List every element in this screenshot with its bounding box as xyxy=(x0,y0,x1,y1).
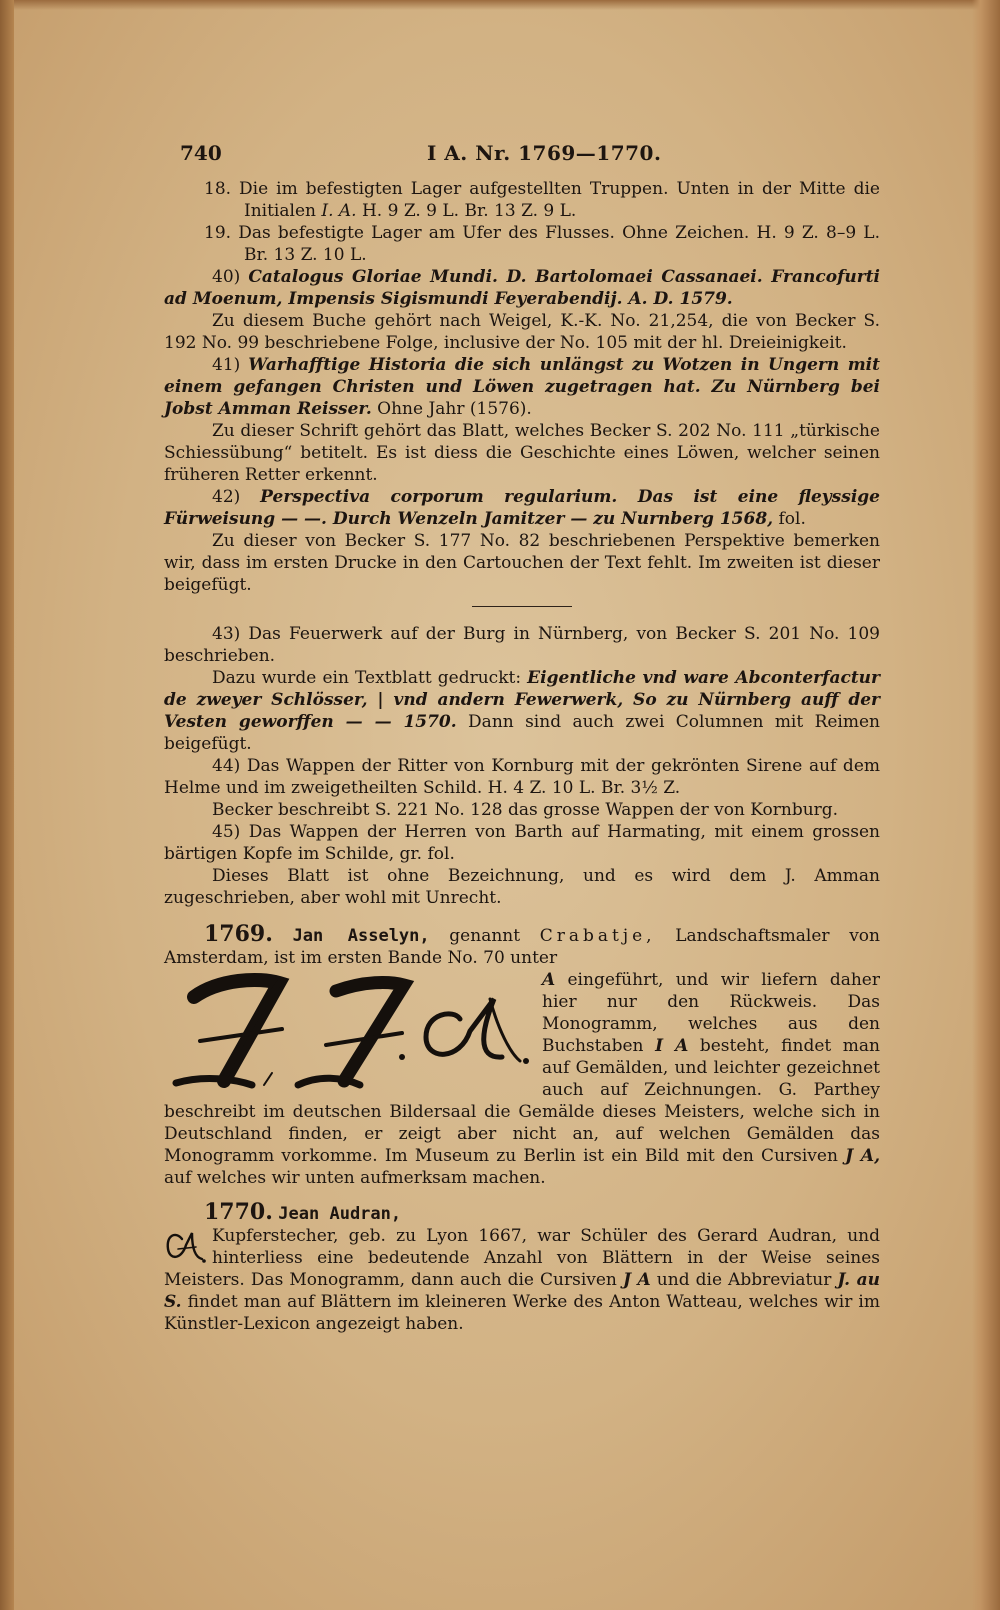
artist-alias: Crabatje, xyxy=(539,926,656,946)
item-44 xyxy=(164,755,880,799)
section-divider xyxy=(472,606,572,607)
artist-name: Jean Audran, xyxy=(278,1204,402,1224)
item-41 xyxy=(164,354,880,420)
item-text: Das Wappen der Ritter von Kornburg mit der gekrönten Sirene auf dem Helme und im zweigetheilten Schild. H. 4 Z. 10 L. Br. 3½ Z. xyxy=(164,756,880,798)
artist-name: Jan Asselyn, xyxy=(292,926,430,946)
entry-text: besteht, findet man auf Gemälden, und leichter gezeichnet auch auf Zeichnungen. G. Parthey beschreibt im deutschen Bildersaal die Gemälde dieses Meisters, welche sich in Deutschland finden, er zeigt aber nicht an, auf welchen Gemälden das Monogramm vorkomme. Im Museum zu Berlin ist ein Bild mit den Cursiven xyxy=(164,1036,880,1166)
item-title: Perspectiva corporum regularium. Das ist eine fleyssige Fürweisung — —. Durch Wenzeln Jamitzer — zu Nurnberg 1568, xyxy=(164,487,880,529)
entry-italic: J A xyxy=(622,1270,651,1290)
page-number: 740 xyxy=(180,141,222,165)
item-42-body: Zu dieser von Becker S. 177 No. 82 beschriebenen Perspektive bemerken wir, dass im ersten Drucke in den Cartouchen der Text fehlt. Im zweiten ist dieser beigefügt. xyxy=(164,531,880,595)
item-45-body: Dieses Blatt ist ohne Bezeichnung, und es wird dem J. Amman zugeschrieben, aber wohl mit Unrecht. xyxy=(164,866,880,908)
item-text: Das Wappen der Herren von Barth auf Harmating, mit einem grossen bärtigen Kopfe im Schilde, gr. fol. xyxy=(164,822,880,864)
item-18 xyxy=(164,178,880,222)
entry-1770 xyxy=(164,1201,880,1335)
item-19 xyxy=(164,222,880,266)
entry-italic: J A, xyxy=(845,1146,880,1166)
item-text: Das Feuerwerk auf der Burg in Nürnberg, von Becker S. 201 No. 109 beschrieben. xyxy=(164,624,880,666)
item-41-body: Zu dieser Schrift gehört das Blatt, welches Becker S. 202 No. 111 „türkische Schiessübung“ betitelt. Es ist diess die Geschichte eines Löwen, welcher seinen früheren Retter erkennt. xyxy=(164,421,880,485)
page-header xyxy=(180,142,880,172)
entry-text: auf welches wir unten aufmerksam machen. xyxy=(164,1168,546,1188)
entry-text: eingeführt, und wir liefern daher hier nur den Rückweis. Das Monogramm, welches aus den Buchstaben xyxy=(542,970,880,1056)
item-45 xyxy=(164,821,880,865)
entry-1769-heading xyxy=(164,923,880,969)
entry-text: und die Abbreviatur xyxy=(650,1270,838,1290)
item-40-body: Zu diesem Buche gehört nach Weigel, K.-K. No. 21,254, die von Becker S. 192 No. 99 beschriebene Folge, inclusive der No. 105 mit der hl. Dreieinigkeit. xyxy=(164,311,880,353)
item-number: 18. xyxy=(204,179,232,199)
entry-text: Kupferstecher, geb. zu Lyon 1667, war Schüler des Gerard Audran, und hinterliess eine bedeutende Anzahl von Blättern in der Weise seines Meisters. Das Monogramm, dann auch die Cursiven xyxy=(164,1226,880,1290)
entry-number: 1769. xyxy=(204,921,273,947)
item-text: Das befestigte Lager am Ufer des Flusses. Ohne Zeichen. H. 9 Z. 8–9 L. Br. 13 Z. 10 L. xyxy=(238,223,881,265)
item-number: 42) xyxy=(212,487,241,507)
monogram-ja-illustration xyxy=(164,1227,206,1267)
page-edge-top xyxy=(0,0,1000,10)
entry-number: 1770. xyxy=(204,1199,273,1225)
item-43 xyxy=(164,623,880,667)
entry-1770-text xyxy=(164,1225,880,1335)
item-42 xyxy=(164,486,880,530)
item-43-body xyxy=(164,667,880,755)
entry-italic: J. au S. xyxy=(164,1270,881,1312)
item-body-post: Dann sind auch zwei Columnen mit Reimen beigefügt. xyxy=(164,712,881,754)
entry-1769 xyxy=(164,923,880,1189)
entry-text: findet man auf Blättern im kleineren Werke des Anton Watteau, welches wir im Künstler-Lexicon angezeigt haben. xyxy=(164,1292,880,1334)
alias-prefix: genannt xyxy=(429,926,540,946)
item-initials: I. A. xyxy=(321,201,357,221)
item-number: 44) xyxy=(212,756,241,776)
item-number: 45) xyxy=(212,822,241,842)
entry-italic: A xyxy=(542,970,556,990)
item-number: 43) xyxy=(212,624,241,644)
entry-1770-heading xyxy=(164,1201,880,1225)
item-number: 41) xyxy=(212,355,241,375)
item-title: Catalogus Gloriae Mundi. D. Bartolomaei Cassanaei. Francofurti ad Moenum, Impensis Sigismundi Feyerabendij. A. D. 1579. xyxy=(164,267,881,309)
item-tail: fol. xyxy=(773,509,806,529)
text-block xyxy=(164,142,880,1335)
item-body-pre: Dazu wurde ein Textblatt gedruckt: xyxy=(212,668,528,688)
item-44-body: Becker beschreibt S. 221 No. 128 das grosse Wappen der von Kornburg. xyxy=(212,800,839,820)
entry-italic: I A xyxy=(655,1036,689,1056)
monogram-ia-illustration xyxy=(164,969,534,1095)
item-title: Warhafftige Historia die sich unlängst zu Wotzen in Ungern mit einem gefangen Christen und Löwen zugetragen hat. Zu Nürnberg bei Jobst Amman Reisser. xyxy=(164,355,880,419)
item-number: 19. xyxy=(204,223,232,243)
item-body-title: Eigentliche vnd ware Abconterfactur de zweyer Schlösser, | vnd andern Fewerwerk, So zu Nürnberg auff der Vesten geworffen — — 1570. xyxy=(164,668,880,732)
item-number: 40) xyxy=(212,267,241,287)
item-dimensions: H. 9 Z. 9 L. Br. 13 Z. 9 L. xyxy=(356,201,577,221)
entry-text: Landschaftsmaler von Amsterdam, ist im ersten Bande No. 70 unter xyxy=(164,926,880,968)
page-edge-right xyxy=(972,0,1000,1610)
item-tail: Ohne Jahr (1576). xyxy=(371,399,532,419)
item-40 xyxy=(164,266,880,310)
running-title: I A. Nr. 1769—1770. xyxy=(426,141,662,165)
page-edge-left xyxy=(0,0,14,1610)
item-text: Die im befestigten Lager aufgestellten Truppen. Unten in der Mitte die Initialen xyxy=(239,179,880,221)
